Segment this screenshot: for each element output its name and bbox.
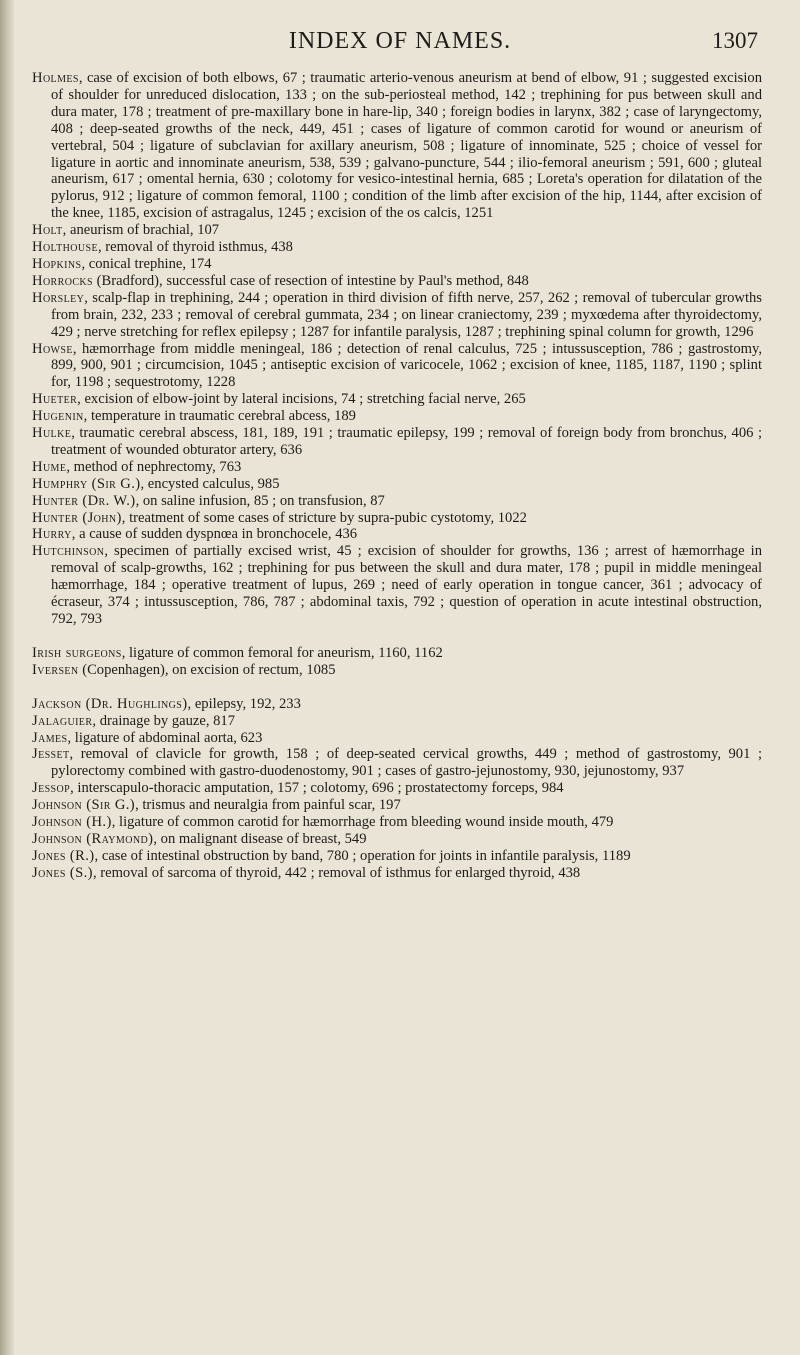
index-entry (32, 848, 762, 865)
entry-text: , on saline infusion, 85 ; on transfusion, 87 (135, 492, 385, 509)
entry-text: , ligature of abdominal aorta, 623 (67, 729, 263, 746)
entry-name: Howse (32, 340, 73, 357)
entry-name: Horsley (32, 289, 85, 306)
entry-text: , removal of clavicle for growth, 158 ; of deep-seated cervical growths, 449 ; method of gastrostomy, 901 ; pylorectomy combined with gastro-duodenostomy, 901 ; cases of gastro-jejunostomy, 930, jejunostomy, 937 (51, 746, 762, 780)
page-header (0, 28, 800, 60)
section-gap (32, 628, 762, 645)
entry-name: Hurry (32, 526, 72, 543)
page-binding-edge (0, 0, 14, 1355)
entry-text: , traumatic cerebral abscess, 181, 189, 191 ; traumatic epilepsy, 199 ; removal of foreign body from bronchus, 406 ; treatment of wounded obturator artery, 636 (51, 425, 762, 458)
entry-text: , encysted calculus, 985 (140, 475, 280, 492)
index-entry (32, 493, 762, 510)
entry-text: , drainage by gauze, 817 (92, 712, 236, 729)
entry-name: Johnson (Sir G.) (32, 797, 136, 814)
entry-text: , aneurism of brachial, 107 (62, 222, 220, 239)
entry-name: Jones (S.) (32, 864, 93, 881)
index-entry (32, 543, 762, 628)
entry-text: , scalp-flap in trephining, 244 ; operation in third division of fifth nerve, 257, 262 ; removal of tubercular growths from brain, 232, 233 ; removal of cerebral gummata, 234 ; on linear craniectomy, 239 ; myxœdema after thyroidectomy, 429 ; nerve stretching for reflex epilepsy ; 1287 for infantile paralysis, 1287 ; trephining spinal column for growth, 1296 (51, 289, 762, 340)
index-entry (32, 746, 762, 780)
entry-text: (Copenhagen), on excision of rectum, 1085 (78, 661, 336, 678)
index-entry (32, 510, 762, 527)
index-entry (32, 526, 762, 543)
index-entry (32, 780, 762, 797)
entry-name: Hutchinson (32, 543, 105, 560)
entry-text: , case of excision of both elbows, 67 ; traumatic arterio-venous aneurism at bend of elbow, 91 ; suggested excision of shoulder for unreduced dislocation, 133 ; on the sub-periosteal method, 142 ; trephining for pus between skull and dura mater, 178 ; treatment of pre-maxillary bone in hare-lip, 340 ; foreign bodies in larynx, 382 ; case of laryngectomy, 408 ; deep-seated growths of the neck, 449, 451 ; cases of ligature of common carotid for wound or aneurism of vertebral, 504 ; ligature of subclavian for axillary aneurism, 508 ; ligature of innominate, 525 ; choice of vessel for ligature in aortic and innominate aneurism, 538, 539 ; galvano-puncture, 544 ; ilio-femoral aneurism ; 591, 600 ; gluteal aneurism, 617 ; omental hernia, 630 ; colotomy for vesico-intestinal hernia, 685 ; Loreta's operation for dilatation of the pylorus, 912 ; ligature of common femoral, 1100 ; condition of the limb after excision of the hip, 1144, after excision of the knee, 1185, excision of astragalus, 1245 ; excision of the os calcis, 1251 (51, 70, 762, 222)
index-entry (32, 239, 762, 256)
section-gap (32, 679, 762, 696)
index-entry (32, 273, 762, 290)
entry-text: (Bradford), successful case of resection of intestine by Paul's method, 848 (92, 272, 529, 289)
entry-text: , hæmorrhage from middle meningeal, 186 ; detection of renal calculus, 725 ; intussusception, 786 ; gastrostomy, 899, 900, 901 ; circumcision, 1045 ; antiseptic excision of varicocele, 1062 ; excision of knee, 1185, 1187, 1190 ; splint for, 1198 ; sequestrotomy, 1228 (51, 340, 762, 391)
page-number: 1307 (712, 28, 758, 53)
entry-text: , removal of sarcoma of thyroid, 442 ; removal of isthmus for enlarged thyroid, 438 (92, 864, 581, 881)
index-entry (32, 865, 762, 882)
entry-text: , epilepsy, 192, 233 (187, 695, 301, 712)
entry-text: , ligature of common carotid for hæmorrhage from bleeding wound inside mouth, 479 (111, 814, 614, 831)
entry-name: Hulke (32, 425, 72, 442)
entry-name: Hume (32, 458, 67, 475)
index-entry (32, 222, 762, 239)
entry-name: Hopkins (32, 255, 82, 272)
entry-name: Holt (32, 222, 63, 239)
entry-text: , specimen of partially excised wrist, 45 ; excision of shoulder for growths, 136 ; arrest of hæmorrhage in removal of scalp-growths, 162 ; trephining for pus between the skull and dura mater, 178 ; pupil in middle meningeal hæmorrhage, 184 ; operative treatment of lupus, 269 ; need of early operation in tongue cancer, 361 ; advocacy of écraseur, 374 ; intussusception, 786, 787 ; abdominal taxis, 792 ; question of operation in acute intestinal obstruction, 792, 793 (51, 543, 762, 627)
running-head: INDEX OF NAMES. (288, 28, 512, 54)
index-entry (32, 713, 762, 730)
entry-text: , trismus and neuralgia from painful scar, 197 (135, 797, 401, 814)
entry-name: Hueter (32, 391, 78, 408)
entry-name: Hunter (John) (32, 509, 122, 526)
entry-name: Hugenin (32, 408, 84, 425)
entry-name: Irish surgeons (32, 644, 122, 661)
entry-name: Johnson (H.) (32, 814, 112, 831)
index-entry (32, 341, 762, 392)
index-entry (32, 476, 762, 493)
entry-name: Jackson (Dr. Hughlings) (32, 695, 188, 712)
index-entry (32, 645, 762, 662)
entry-name: Hunter (Dr. W.) (32, 492, 136, 509)
entry-text: , excision of elbow-joint by lateral incisions, 74 ; stretching facial nerve, 265 (77, 391, 526, 408)
index-column (32, 70, 762, 882)
entry-text: , method of nephrectomy, 763 (66, 458, 242, 475)
entry-name: Holmes (32, 70, 79, 86)
entry-name: James (32, 729, 68, 746)
entry-text: , temperature in traumatic cerebral abcess, 189 (83, 408, 356, 425)
index-entry (32, 70, 762, 222)
entry-name: Jesset (32, 746, 70, 763)
entry-text: , treatment of some cases of stricture by supra-pubic cystotomy, 1022 (121, 509, 527, 526)
index-entry (32, 408, 762, 425)
index-entry (32, 831, 762, 848)
index-entry (32, 797, 762, 814)
index-entry (32, 391, 762, 408)
entry-text: , case of intestinal obstruction by band, 780 ; operation for joints in infantile paralysis, 1189 (94, 847, 631, 864)
entry-name: Jones (R.) (32, 847, 95, 864)
index-entry (32, 814, 762, 831)
index-entry (32, 459, 762, 476)
index-entry (32, 730, 762, 747)
entry-text: , removal of thyroid isthmus, 438 (98, 239, 293, 256)
entry-name: Jessop (32, 780, 71, 797)
entry-name: Humphry (Sir G.) (32, 475, 141, 492)
entry-text: , ligature of common femoral for aneurism, 1160, 1162 (121, 644, 443, 661)
index-entry (32, 662, 762, 679)
entry-name: Iversen (32, 661, 79, 678)
index-entry (32, 290, 762, 341)
entry-text: , a cause of sudden dyspnœa in bronchocele, 436 (71, 526, 358, 543)
index-entry (32, 425, 762, 459)
index-entry (32, 256, 762, 273)
entry-name: Horrocks (32, 272, 93, 289)
entry-text: , conical trephine, 174 (81, 255, 212, 272)
index-entry (32, 696, 762, 713)
entry-text: , interscapulo-thoracic amputation, 157 ; colotomy, 696 ; prostatectomy forceps, 984 (70, 780, 564, 797)
entry-name: Johnson (Raymond) (32, 830, 154, 847)
entry-name: Jalaguier (32, 712, 93, 729)
entry-name: Holthouse (32, 239, 98, 256)
entry-text: , on malignant disease of breast, 549 (153, 830, 367, 847)
